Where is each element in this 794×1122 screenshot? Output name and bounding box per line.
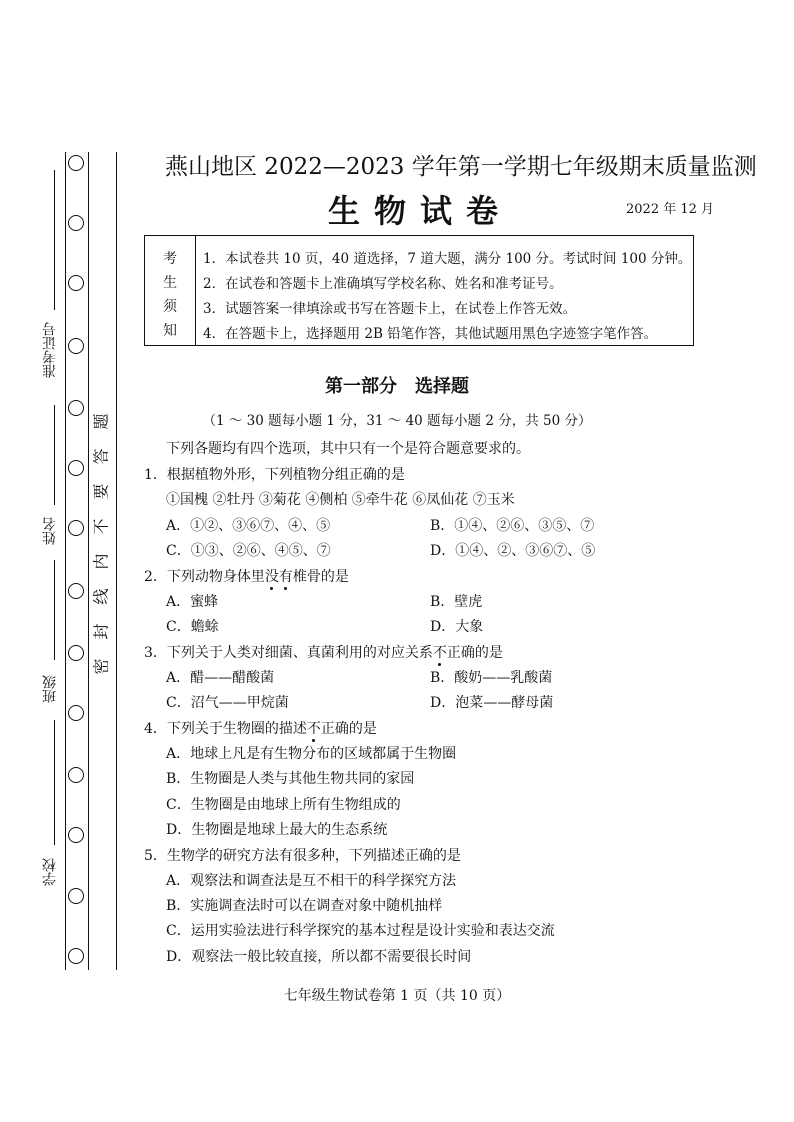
question-2-option-c: C．蟾蜍 [166, 619, 219, 635]
binding-hole [68, 888, 84, 904]
binding-hole [68, 948, 84, 964]
emphasis-char: 没 [264, 569, 279, 585]
notice-rule: 3．试题答案一律填涂或书写在答题卡上，在试卷上作答无效。 [203, 301, 577, 317]
question-5-stem: 5．生物学的研究方法有很多种，下列描述正确的是 [144, 848, 461, 864]
notice-heading [145, 236, 196, 345]
binding-hole [68, 827, 84, 843]
notice-rule: 4．在答题卡上，选择题用 2B 铅笔作答，其他试题用黑色字迹签字笔作答。 [203, 326, 658, 342]
question-2-option-b: B．壁虎 [430, 594, 483, 610]
seal-line-notice [90, 405, 112, 685]
question-1-option-d: D．①④、②、③⑥⑦、⑤ [430, 543, 596, 559]
question-1-list: ①国槐 ②牡丹 ③菊花 ④侧柏 ⑤牵牛花 ⑥凤仙花 ⑦玉米 [166, 492, 515, 508]
seal-char: 封 [91, 623, 111, 640]
question-1-option-c: C．①③、②⑥、④⑤、⑦ [166, 543, 331, 559]
binding-hole [68, 767, 84, 783]
question-2-stem: 2．下列动物身体里没有椎骨的是 [144, 569, 349, 585]
binding-hole [68, 520, 84, 536]
seal-char: 内 [91, 553, 111, 570]
school-label: 学校 [42, 858, 58, 886]
binding-hole [68, 215, 84, 231]
question-5-option-b: B．实施调查法时可以在调查对象中随机抽样 [166, 898, 443, 914]
exam-number-field[interactable] [54, 170, 55, 310]
exam-date: 2022 年 12 月 [626, 202, 715, 217]
question-1-stem: 1．根据植物外形，下列植物分组正确的是 [144, 467, 405, 483]
binding-hole [68, 155, 84, 171]
exam-number-label: 准考证号 [42, 322, 58, 378]
candidate-notice-box [144, 235, 694, 346]
seal-char: 题 [91, 413, 111, 430]
binding-margin [0, 0, 125, 1000]
question-5-option-d: D．观察法一般比较直接，所以都不需要很长时间 [166, 949, 472, 965]
question-3-stem: 3．下列关于人类对细菌、真菌利用的对应关系不正确的是 [144, 645, 503, 661]
seal-char: 不 [91, 518, 111, 535]
page-footer: 七年级生物试卷第 1 页（共 10 页） [283, 988, 511, 1004]
part-scoring: （1 ～ 30 题每小题 1 分，31 ～ 40 题每小题 2 分，共 50 分） [202, 413, 592, 429]
notice-heading-char: 知 [163, 323, 177, 339]
seal-char: 线 [91, 588, 111, 605]
question-1-option-a: A．①②、③⑥⑦、④、⑤ [166, 518, 331, 534]
seal-char: 密 [91, 658, 111, 675]
question-1-option-b: B．①④、②⑥、③⑤、⑦ [430, 518, 595, 534]
question-4-option-c: C．生物圈是由地球上所有生物组成的 [166, 797, 401, 813]
seal-char: 答 [91, 448, 111, 465]
part-name: 选择题 [415, 376, 469, 397]
emphasis-char: 有 [278, 569, 293, 585]
question-4-option-d: D．生物圈是地球上最大的生态系统 [166, 822, 388, 838]
question-5-option-c: C．运用实验法进行科学探究的基本过程是设计实验和表达交流 [166, 923, 555, 939]
name-label: 姓名 [42, 517, 58, 545]
binding-hole [68, 645, 84, 661]
question-5-option-a: A．观察法和调查法是互不相干的科学探究方法 [166, 873, 457, 889]
class-field[interactable] [54, 560, 55, 660]
emphasis-char: 不 [306, 721, 321, 737]
binding-hole [68, 338, 84, 354]
question-4-stem: 4．下列关于生物圈的描述不正确的是 [144, 721, 377, 737]
question-2-option-a: A．蜜蜂 [166, 594, 219, 610]
notice-heading-char: 考 [163, 251, 177, 267]
binding-hole [68, 460, 84, 476]
question-3-option-c: C．沼气——甲烷菌 [166, 695, 289, 711]
class-label: 班级 [42, 675, 58, 703]
emphasis-char: 不 [432, 645, 447, 661]
question-2-option-d: D．大象 [430, 619, 484, 635]
question-4-option-b: B．生物圈是人类与其他生物共同的家园 [166, 771, 415, 787]
notice-heading-char: 生 [163, 275, 177, 291]
school-field[interactable] [54, 720, 55, 845]
binding-hole [68, 275, 84, 291]
binding-line-outer [116, 152, 117, 970]
exam-subtitle: 生物试卷 [328, 192, 513, 230]
binding-hole [68, 583, 84, 599]
question-3-option-a: A．醋——醋酸菌 [166, 670, 275, 686]
question-4-option-a: A．地球上凡是有生物分布的区域都属于生物圈 [166, 746, 457, 762]
notice-rule: 1．本试卷共 10 页，40 道选择，7 道大题，满分 100 分。考试时间 100 分钟。 [203, 251, 692, 267]
question-3-option-d: D．泡菜——酵母菌 [430, 695, 554, 711]
seal-char: 要 [91, 483, 111, 500]
exam-title: 燕山地区 2022—2023 学年第一学期七年级期末质量监测 [165, 154, 757, 180]
notice-heading-char: 须 [163, 299, 177, 315]
binding-hole [68, 705, 84, 721]
binding-line-left [65, 152, 66, 970]
notice-rule: 2．在试卷和答题卡上准确填写学校名称、姓名和准考证号。 [203, 276, 563, 292]
part-instruction: 下列各题均有四个选项，其中只有一个是符合题意要求的。 [166, 441, 530, 457]
part-title: 第一部分 [325, 376, 397, 397]
part-heading [0, 372, 794, 398]
question-3-option-b: B．酸奶——乳酸菌 [430, 670, 553, 686]
